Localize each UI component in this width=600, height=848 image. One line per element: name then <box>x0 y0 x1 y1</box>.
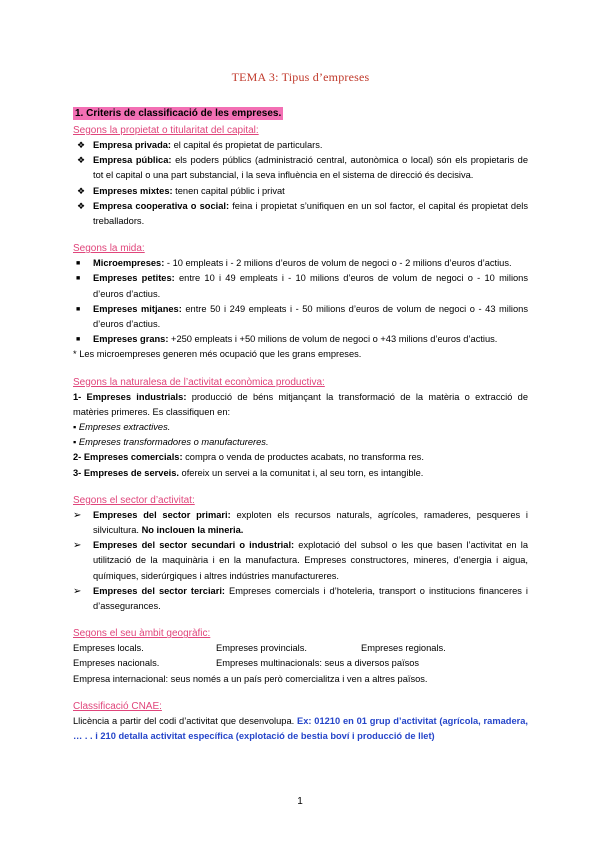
naturalesa-title: Segons la naturalesa de l’activitat econòmica productiva: <box>73 376 325 388</box>
arrow-bullet-icon: ➢ <box>73 509 82 521</box>
diamond-bullet-icon: ❖ <box>77 140 86 150</box>
ambit-title: Segons el seu àmbit geogràfic: <box>73 628 211 640</box>
list-item: ❖ Empresa cooperativa o social: feina i propietat s’unifiquen en un sol factor, el capital és propietat dels treballadors. <box>77 200 528 227</box>
bullet-icon: ▪ <box>73 422 79 433</box>
list-item: ■ Empreses grans: +250 empleats i +50 milions de volum de negoci o +43 milions d’euros d’actius. <box>73 332 528 347</box>
bullet-icon: ▪ <box>73 437 79 448</box>
list-item: ❖ Empreses mixtes: tenen capital públic i privat <box>73 184 528 199</box>
cnae-example: Ex: 01210 en 01 grup d’activitat (agrícola, ramadera, … . . i 210 detalla activitat específica (explotació de bestia boví i producció de llet) <box>73 715 528 742</box>
cnae-title: Classificació CNAE: <box>73 700 162 712</box>
square-bullet-icon: ■ <box>76 275 81 283</box>
naturalesa-serveis: 3- Empreses de serveis. ofereix un servei a la comunitat i, al seu torn, es intangible. <box>73 467 424 478</box>
square-bullet-icon: ■ <box>76 336 81 344</box>
diamond-bullet-icon: ❖ <box>77 185 86 196</box>
diamond-bullet-icon: ❖ <box>77 155 86 166</box>
ambit-multinacional: Empreses multinacionals: seus a diversos països <box>216 658 420 669</box>
mida-title: Segons la mida: <box>73 243 145 255</box>
ambit-internacional: Empresa internacional: seus només a un país però comercialitza i ven a altres països. <box>73 673 428 684</box>
ambit-row <box>73 656 528 671</box>
square-bullet-icon: ■ <box>76 260 81 268</box>
cnae-text: Llicència a partir del codi d’activitat que desenvolupa. Ex: 01210 en 01 grup d’activitat (agrícola, ramadera, … . . i 210 detalla activitat específica (explotació de bestia boví i producció de llet) <box>73 715 528 742</box>
ambit-row <box>73 641 528 656</box>
naturalesa-comercials: 2- Empreses comercials: compra o venda de productes acabats, no transforma res. <box>73 452 424 463</box>
ambit-nacional: Empreses nacionals. <box>73 658 160 669</box>
naturalesa-sub-item: ▪ Empreses extractives. <box>73 422 171 433</box>
list-item: ■ Microempreses: - 10 empleats i - 2 milions d’euros de volum de negoci o - 2 milions d’euros d’actius. <box>73 256 528 271</box>
naturalesa-sub-item: ▪ Empreses transformadores o manufactureres. <box>73 437 269 448</box>
section-heading: 1. Criteris de classificació de les empreses. <box>75 108 282 119</box>
list-item: ➢ Empreses del sector terciari: Empreses comercials i d’hoteleria, transport o institucions financeres i d’assegurances. <box>73 585 528 612</box>
arrow-bullet-icon: ➢ <box>73 585 82 597</box>
list-item: ➢ Empreses del sector secundari o industrial: explotació del subsol o les que basen l’activitat en la utilització de la maquinària i en la manufactura. Empreses constructores, mineres, d’energia i aigua, químiques, siderúrgiques i altres indústries manufactureres. <box>73 540 528 581</box>
list-item: ■ Empreses mitjanes: entre 50 i 249 empleats i - 50 milions d’euros de volum de negoci o - 43 milions d’euros d’actius. <box>76 303 528 330</box>
arrow-bullet-icon: ➢ <box>73 540 82 552</box>
ambit-regional: Empreses regionals. <box>361 643 446 654</box>
list-item: ➢ Empreses del sector primari: exploten els recursos naturals, agrícoles, ramaderes, pesqueres i silvicultura. No inclouen la mineria. <box>73 509 528 536</box>
mida-note: * Les microempreses generen més ocupació que les grans empreses. <box>73 349 362 360</box>
square-bullet-icon: ■ <box>76 305 81 313</box>
ambit-provincial: Empreses provincials. <box>216 643 307 654</box>
document-page <box>73 70 528 744</box>
list-item: ❖ Empresa pública: els poders públics (administració central, autonòmica o local) són els propietaris de tot el capital o una part substancial, i la seva influència en el sistema de direcció és decisiva. <box>77 155 529 181</box>
naturalesa-industrials: 1- Empreses industrials: producció de béns mitjançant la transformació de la matèria o extracció de matèries primeres. Es classifiquen en: <box>73 391 528 417</box>
ambit-local: Empreses locals. <box>73 643 144 654</box>
propietat-title: Segons la propietat o titularitat del capital: <box>73 125 259 136</box>
list-item: ❖ Empresa privada: el capital és propietat de particulars. <box>73 138 528 153</box>
page-number: 1 <box>297 796 303 807</box>
sector-title: Segons el sector d’activitat: <box>73 494 195 506</box>
list-item: ■ Empreses petites: entre 10 i 49 empleats i - 10 milions d’euros de volum de negoci o - 10 milions d’euros d’actius. <box>76 273 528 299</box>
diamond-bullet-icon: ❖ <box>77 200 86 211</box>
document-title: TEMA 3: Tipus d’empreses <box>231 70 370 84</box>
